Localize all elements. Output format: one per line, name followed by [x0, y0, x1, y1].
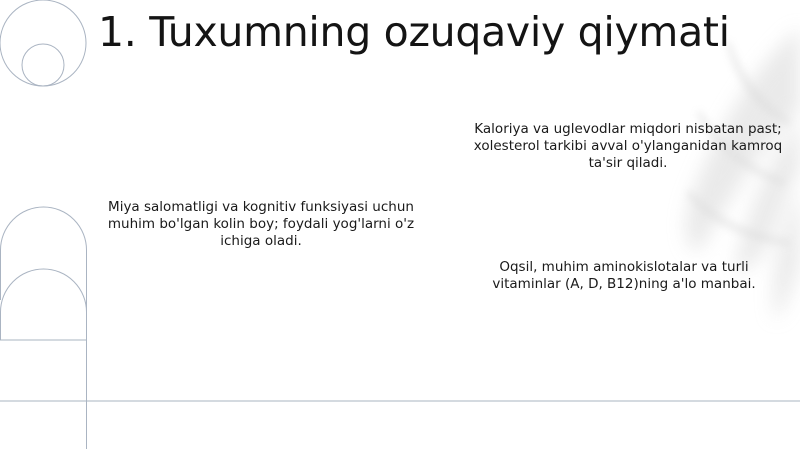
slide-title: 1. Tuxumning ozuqaviy qiymati — [98, 8, 730, 56]
point-protein-vitamins: Oqsil, muhim aminokislotalar va turli vitaminlar (A, D, B12)ning a'lo manbai. — [492, 259, 756, 292]
point-brain-health: Miya salomatligi va kognitiv funksiyasi uchun muhim bo'lgan kolin boy; foydali yog'larni o'z ichiga oladi. — [107, 199, 415, 249]
point-calories-cholesterol: Kaloriya va uglevodlar miqdori nisbatan past; xolesterol tarkibi avval o'ylanganidan kamroq ta'sir qiladi. — [473, 121, 783, 171]
